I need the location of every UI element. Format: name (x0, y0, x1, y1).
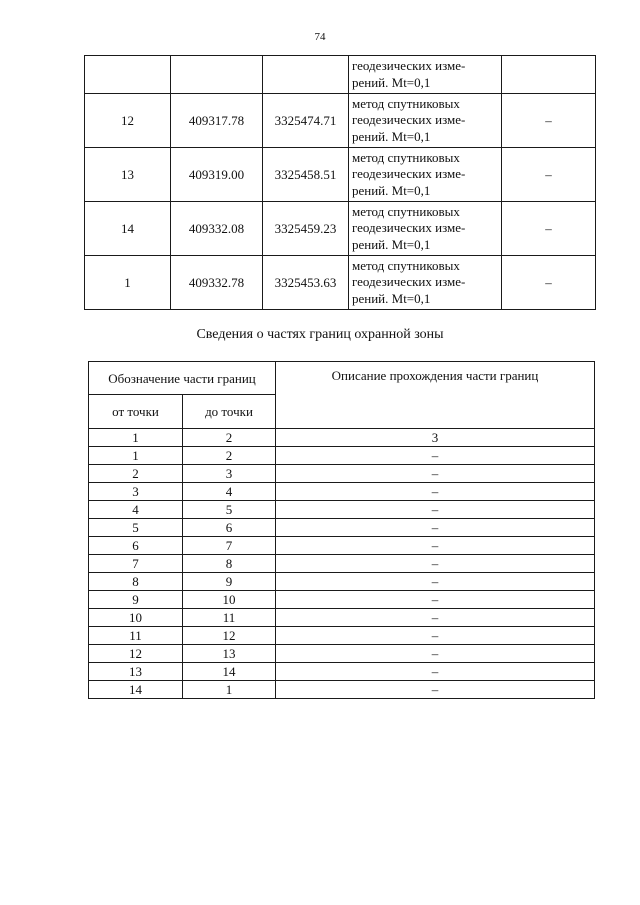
column-index: 3 (276, 429, 595, 447)
to-point-cell: 1 (183, 681, 276, 699)
y-coordinate-cell: 3325453.63 (263, 256, 349, 310)
table-row (85, 202, 596, 256)
description-cell: – (276, 483, 595, 501)
method-line: рений. Mt=0,1 (352, 236, 431, 252)
method-line: рений. Mt=0,1 (352, 290, 431, 306)
method-line: геодезических изме- (352, 166, 466, 182)
to-point-cell: 13 (183, 645, 276, 663)
header-row (89, 362, 595, 395)
table-row (89, 627, 595, 645)
method-line: метод спутниковых (352, 203, 460, 219)
description-cell: – (276, 591, 595, 609)
table-row (89, 609, 595, 627)
to-point-cell: 6 (183, 519, 276, 537)
table-row (85, 148, 596, 202)
method-line: геодезических изме- (352, 220, 466, 236)
method-line: геодезических изме- (352, 58, 466, 73)
from-point-cell: 5 (89, 519, 183, 537)
note-cell (502, 56, 596, 94)
table-row (89, 519, 595, 537)
method-line: геодезических изме- (352, 112, 466, 128)
description-cell: – (276, 627, 595, 645)
description-cell: – (276, 537, 595, 555)
method-cell (349, 148, 502, 202)
to-point-cell: 2 (183, 447, 276, 465)
method-line: метод спутниковых (352, 149, 460, 165)
note-cell: – (502, 148, 596, 202)
method-line: метод спутниковых (352, 95, 460, 111)
point-number-cell: 13 (85, 148, 171, 202)
point-number-cell: 12 (85, 94, 171, 148)
point-number-cell (85, 56, 171, 94)
method-line: рений. Mt=0,1 (352, 182, 431, 198)
from-point-cell: 12 (89, 645, 183, 663)
table-row (89, 663, 595, 681)
method-cell (349, 202, 502, 256)
x-coordinate-cell: 409332.78 (171, 256, 263, 310)
to-point-cell: 5 (183, 501, 276, 519)
table-row (89, 501, 595, 519)
from-point-cell: 4 (89, 501, 183, 519)
point-number-cell: 1 (85, 256, 171, 310)
x-coordinate-cell: 409319.00 (171, 148, 263, 202)
table-row (85, 256, 596, 310)
method-cell (349, 94, 502, 148)
note-cell: – (502, 256, 596, 310)
from-point-cell: 3 (89, 483, 183, 501)
to-point-cell: 9 (183, 573, 276, 591)
header-designation: Обозначение части границ (89, 362, 276, 395)
y-coordinate-cell: 3325459.23 (263, 202, 349, 256)
from-point-cell: 1 (89, 447, 183, 465)
to-point-cell: 3 (183, 465, 276, 483)
from-point-cell: 9 (89, 591, 183, 609)
x-coordinate-cell: 409332.08 (171, 202, 263, 256)
to-point-cell: 14 (183, 663, 276, 681)
from-point-cell: 14 (89, 681, 183, 699)
column-index: 2 (183, 429, 276, 447)
method-line: рений. Mt=0,1 (352, 128, 431, 144)
description-cell: – (276, 465, 595, 483)
to-point-cell: 7 (183, 537, 276, 555)
description-cell: – (276, 447, 595, 465)
table-row (89, 681, 595, 699)
point-number-cell: 14 (85, 202, 171, 256)
description-cell: – (276, 663, 595, 681)
coordinates-table (84, 55, 596, 310)
table-row (89, 465, 595, 483)
from-point-cell: 6 (89, 537, 183, 555)
method-cell (349, 256, 502, 310)
boundary-parts-table (88, 361, 595, 699)
table-row (85, 56, 596, 94)
table-row (89, 591, 595, 609)
table-row (89, 483, 595, 501)
table-row (89, 447, 595, 465)
from-point-cell: 7 (89, 555, 183, 573)
description-cell: – (276, 555, 595, 573)
method-cell (349, 56, 502, 94)
y-coordinate-cell (263, 56, 349, 94)
from-point-cell: 8 (89, 573, 183, 591)
from-point-cell: 11 (89, 627, 183, 645)
from-point-cell: 2 (89, 465, 183, 483)
description-cell: – (276, 645, 595, 663)
description-cell: – (276, 573, 595, 591)
to-point-cell: 8 (183, 555, 276, 573)
description-cell: – (276, 681, 595, 699)
method-line: метод спутниковых (352, 257, 460, 273)
table-row (89, 537, 595, 555)
page-number: 74 (314, 31, 326, 43)
description-cell: – (276, 609, 595, 627)
section-title: Сведения о частях границ охранной зоны (196, 327, 444, 342)
table-row (89, 573, 595, 591)
x-coordinate-cell (171, 56, 263, 94)
to-point-cell: 11 (183, 609, 276, 627)
y-coordinate-cell: 3325458.51 (263, 148, 349, 202)
method-line: рений. Mt=0,1 (352, 74, 431, 90)
header-to-point: до точки (183, 395, 276, 429)
from-point-cell: 13 (89, 663, 183, 681)
column-index: 1 (89, 429, 183, 447)
description-cell: – (276, 519, 595, 537)
header-description: Описание прохождения части границ (276, 362, 595, 429)
to-point-cell: 4 (183, 483, 276, 501)
to-point-cell: 10 (183, 591, 276, 609)
table-row (89, 645, 595, 663)
note-cell: – (502, 94, 596, 148)
table-row (85, 94, 596, 148)
column-index-row (89, 429, 595, 447)
method-line: геодезических изме- (352, 274, 466, 290)
y-coordinate-cell: 3325474.71 (263, 94, 349, 148)
table-row (89, 555, 595, 573)
from-point-cell: 10 (89, 609, 183, 627)
to-point-cell: 12 (183, 627, 276, 645)
header-from-point: от точки (89, 395, 183, 429)
x-coordinate-cell: 409317.78 (171, 94, 263, 148)
note-cell: – (502, 202, 596, 256)
description-cell: – (276, 501, 595, 519)
